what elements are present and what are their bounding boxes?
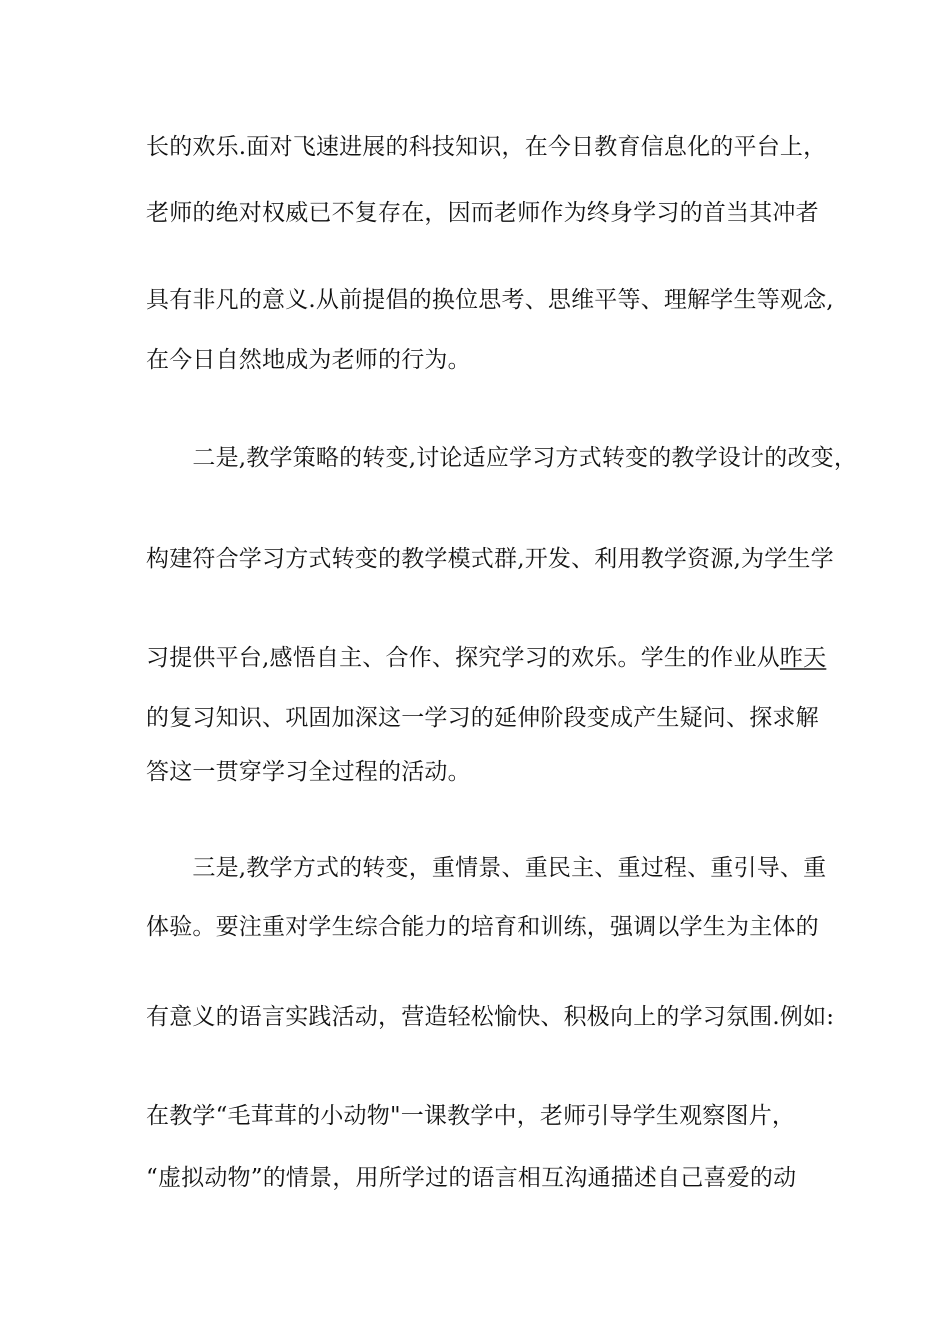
text-line-1: 长的欢乐.面对飞速进展的科技知识，在今日教育信息化的平台上， bbox=[146, 134, 827, 160]
text-line-4: 在今日自然地成为老师的行为。 bbox=[146, 347, 471, 373]
text-line-14: “虚拟动物”的情景，用所学过的语言相互沟通描述自己喜爱的动 bbox=[146, 1165, 797, 1191]
text-line-10: 三是,教学方式的转变，重情景、重民主、重过程、重引导、重 bbox=[146, 855, 827, 881]
text-line-7-body: 习提供平台,感悟自主、合作、探究学习的欢乐。学生的作业从 bbox=[146, 645, 780, 671]
text-line-9: 答这一贯穿学习全过程的活动。 bbox=[146, 759, 471, 785]
text-line-3: 具有非凡的意义.从前提倡的换位思考、思维平等、理解学生等观念, bbox=[146, 287, 834, 313]
text-line-6: 构建符合学习方式转变的教学模式群,开发、利用教学资源,为学生学 bbox=[146, 546, 834, 572]
text-line-11: 体验。要注重对学生综合能力的培育和训练，强调以学生为主体的 bbox=[146, 914, 819, 940]
text-line-12: 有意义的语言实践活动，营造轻松愉快、积极向上的学习氛围.例如: bbox=[146, 1004, 835, 1030]
text-line-13: 在教学“毛茸茸的小动物"一课教学中，老师引导学生观察图片， bbox=[146, 1103, 796, 1129]
text-line-5: 二是,教学策略的转变,讨论适应学习方式转变的教学设计的改变， bbox=[146, 445, 858, 471]
text-line-2: 老师的绝对权威已不复存在，因而老师作为终身学习的首当其冲者 bbox=[146, 200, 819, 226]
text-line-7 bbox=[146, 643, 826, 673]
yesterday-link[interactable]: 昨天 bbox=[779, 645, 827, 671]
text-line-8: 的复习知识、巩固加深这一学习的延伸阶段变成产生疑问、探求解 bbox=[146, 705, 819, 731]
